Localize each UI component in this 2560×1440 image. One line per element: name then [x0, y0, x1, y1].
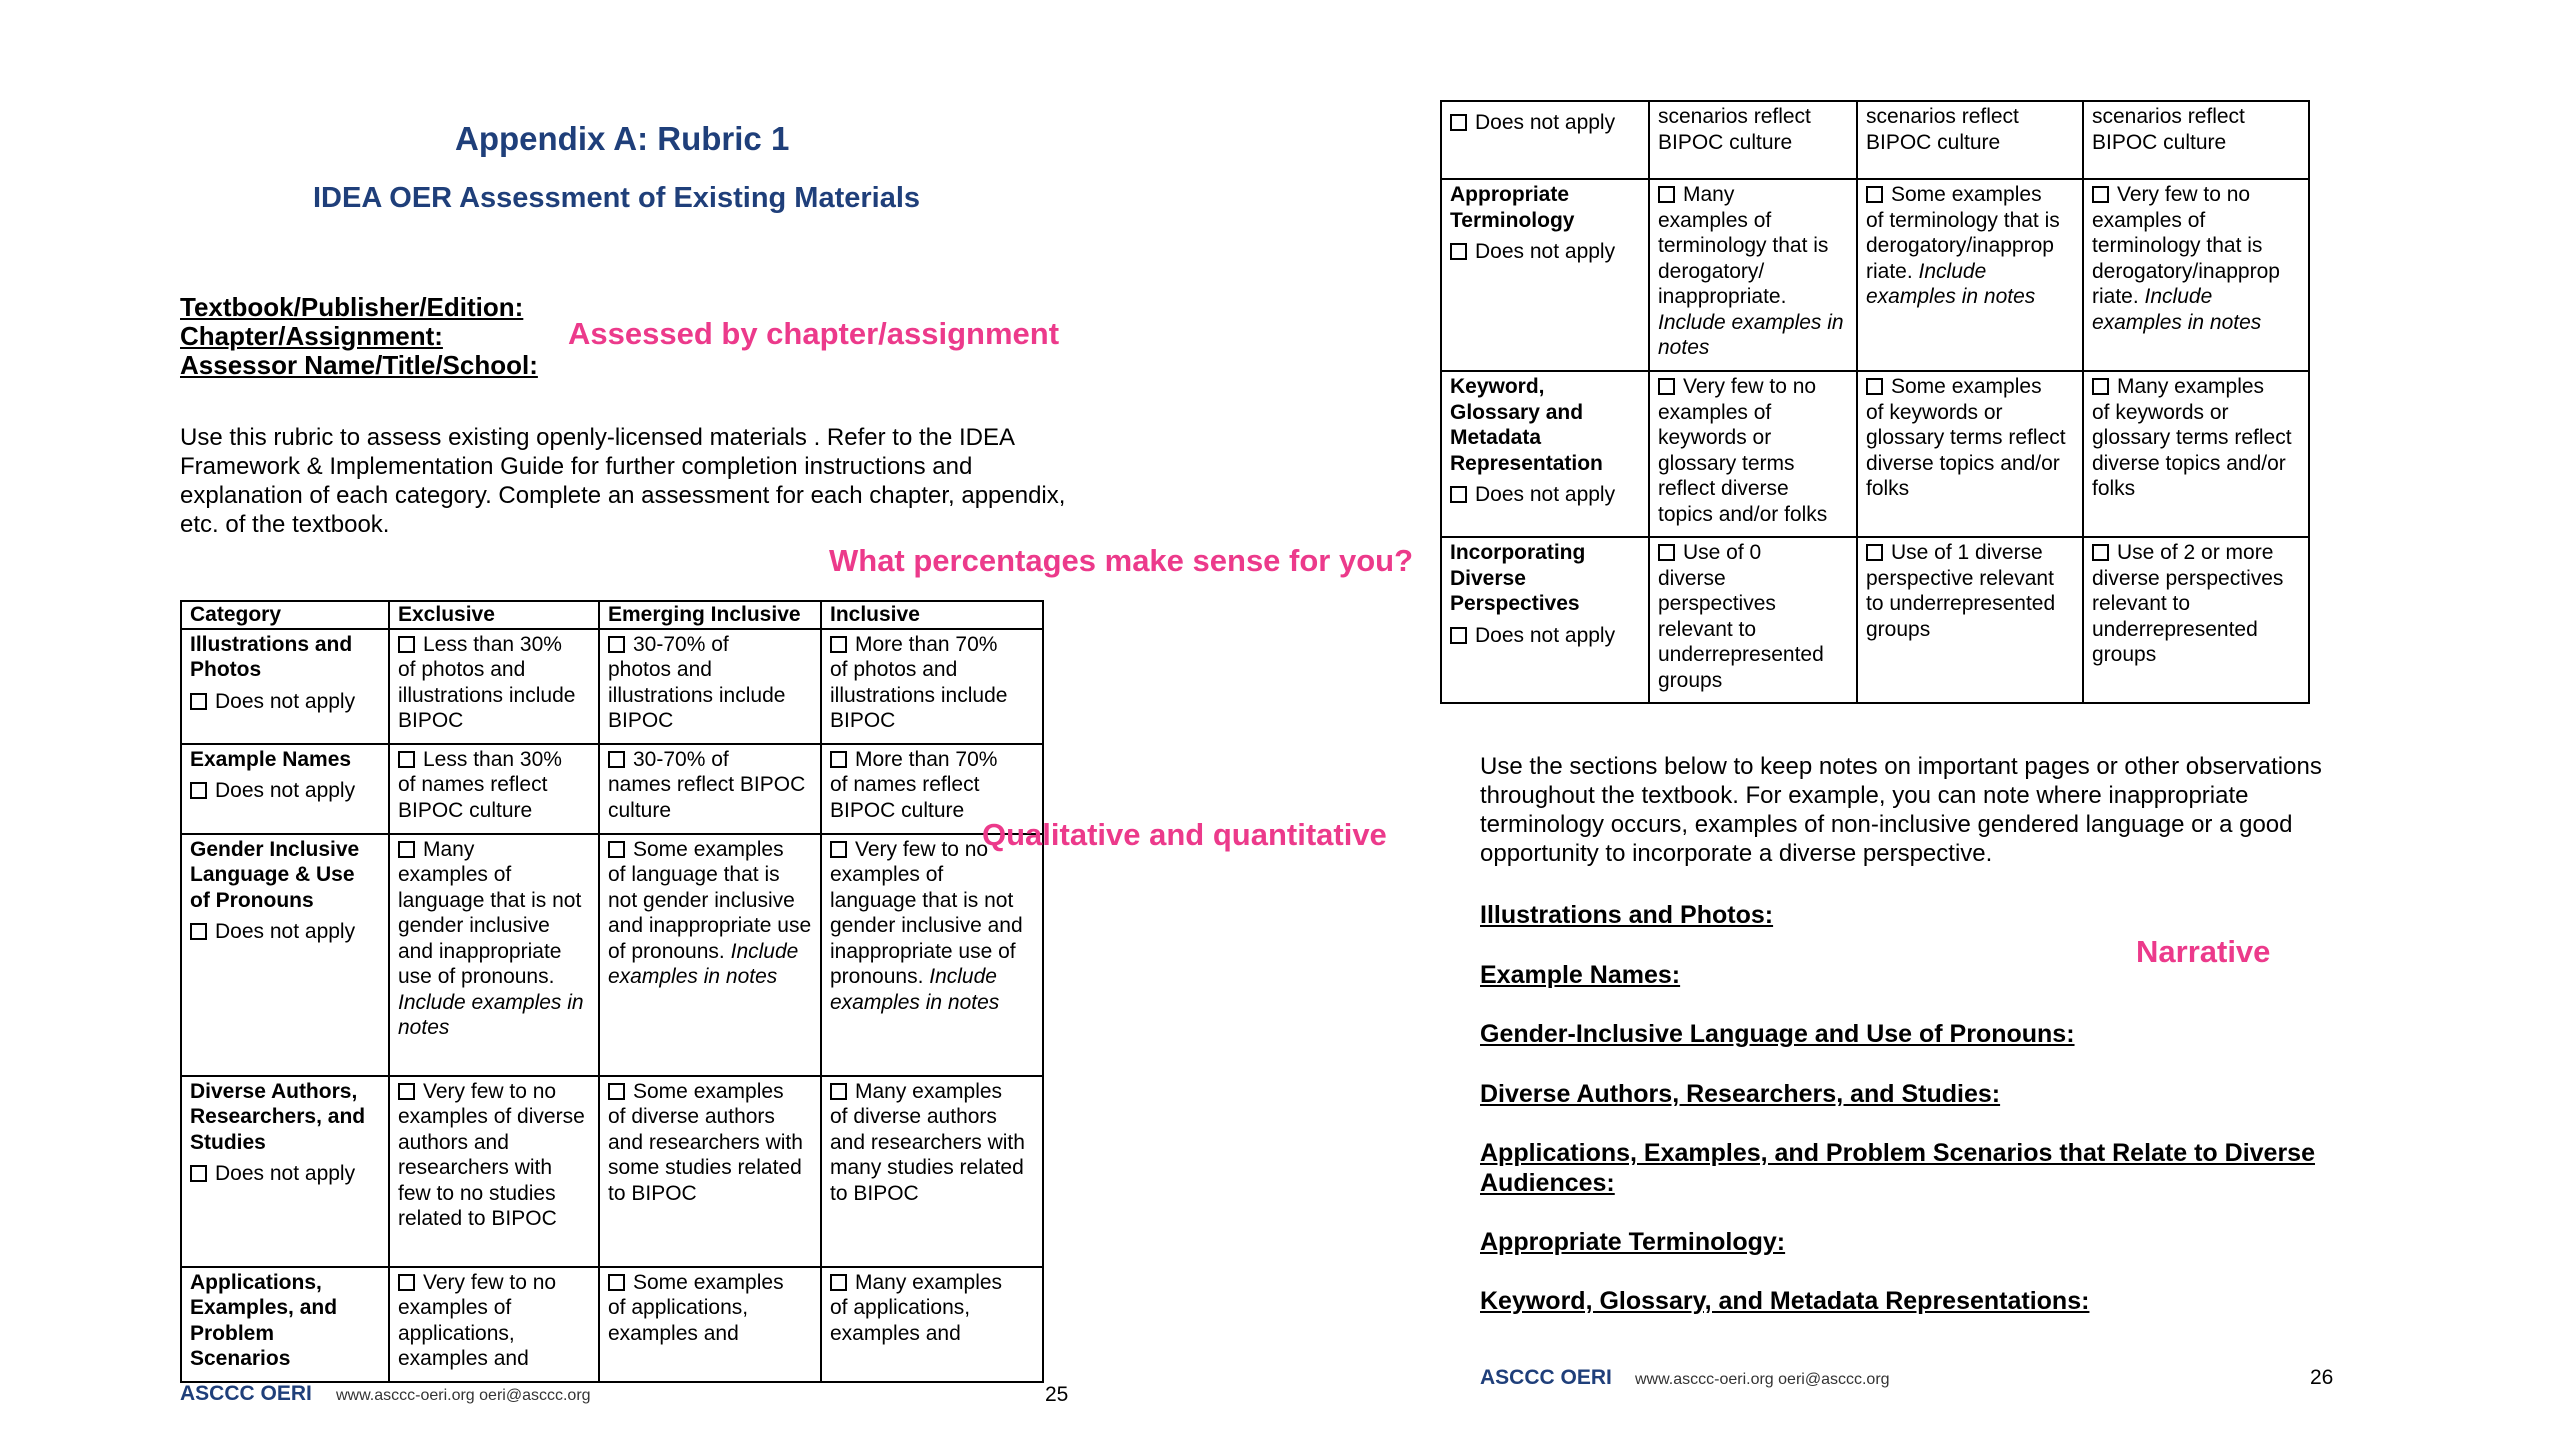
textbook-field-label: Textbook/Publisher/Edition: [180, 292, 524, 322]
notes-heading-keyword: Keyword, Glossary, and Metadata Representations: [1480, 1287, 2090, 1315]
inclusive-cell [2083, 371, 2309, 537]
annotation-percentages: What percentages make sense for you? [829, 543, 1414, 578]
option-lead: Less than 30% [423, 632, 562, 656]
does-not-apply-checkbox[interactable] [1450, 627, 1467, 644]
inclusive-checkbox[interactable] [2092, 378, 2109, 395]
does-not-apply-label: Does not apply [215, 779, 356, 802]
inclusive-checkbox[interactable] [2092, 186, 2109, 203]
option-text: of language that is not gender inclusive and inappropriate use of pronouns. [608, 863, 812, 963]
exclusive-checkbox[interactable] [398, 1274, 415, 1291]
footer-brand: ASCCC OERI [180, 1382, 312, 1405]
notes-heading-illustrations: Illustrations and Photos: [1480, 901, 1774, 929]
option-lead: Some examples [633, 1270, 784, 1294]
does-not-apply-label: Does not apply [1475, 623, 1616, 647]
does-not-apply-label: Does not apply [215, 689, 356, 713]
option-text: of keywords or glossary terms reflect diverse topics and/or folks [1866, 400, 2066, 500]
column-header-category: Category [181, 601, 389, 629]
inclusive-cell [821, 1076, 1043, 1267]
inclusive-cell: scenarios reflect BIPOC culture [2083, 101, 2309, 179]
emerging-checkbox[interactable] [1866, 544, 1883, 561]
option-lead: Use of 2 or more [2117, 541, 2274, 564]
option-lead: 30-70% of [633, 632, 729, 656]
category-name: Gender Inclusive Language & Use of Pronouns [190, 837, 360, 912]
does-not-apply-checkbox[interactable] [190, 1165, 207, 1182]
exclusive-checkbox[interactable] [398, 841, 415, 858]
category-cell [181, 834, 389, 1076]
inclusive-checkbox[interactable] [830, 1083, 847, 1100]
table-header-row [181, 601, 1043, 629]
option-lead: Very few to no [1683, 375, 1817, 398]
category-name: Incorporating Diverse Perspectives [1450, 541, 1586, 615]
page-number: 25 [1045, 1383, 1069, 1406]
category-cell [181, 629, 389, 744]
footer-brand: ASCCC OERI [1480, 1366, 1612, 1389]
does-not-apply-checkbox[interactable] [1450, 114, 1467, 131]
footer-contact: www.asccc-oeri.org oeri@asccc.org [336, 1387, 591, 1404]
exclusive-checkbox[interactable] [1658, 186, 1675, 203]
option-text: of terminology that is derogatory/inapprop riate. [1866, 208, 2060, 283]
option-text: of photos and illustrations include BIPOC [398, 658, 576, 732]
page-26 [1420, 0, 2560, 1440]
table-row [181, 629, 1043, 744]
option-lead: Some examples [633, 1079, 784, 1103]
assessor-field-label: Assessor Name/Title/School: [180, 350, 538, 380]
option-text: of diverse authors and researchers with many studies related to BIPOC [830, 1105, 1025, 1205]
emerging-cell: scenarios reflect BIPOC culture [1857, 101, 2083, 179]
option-note: Include examples in notes [1866, 259, 2036, 308]
table-row [181, 744, 1043, 834]
table-row [181, 1076, 1043, 1267]
table-row [1441, 371, 2309, 537]
inclusive-checkbox[interactable] [830, 636, 847, 653]
option-text: examples of language that is not gender inclusive and inappropriate use of pronouns. [830, 863, 1023, 988]
option-text: diverse perspectives relevant to underrepresented groups [1658, 566, 1824, 692]
annotation-narrative: Narrative [2136, 934, 2271, 969]
notes-intro-paragraph: Use the sections below to keep notes on important pages or other observations throughout the textbook. For example, you can note where inappropriate terminology occurs, examples of non-inclusive gendered language or a good opportunity to incorporate a diverse perspective. [1480, 753, 2322, 867]
emerging-checkbox[interactable] [1866, 378, 1883, 395]
emerging-cell [1857, 371, 2083, 537]
notes-heading-applications: Applications, Examples, and Problem Scenarios that Relate to Diverse Audiences: [1480, 1139, 2315, 1197]
exclusive-cell [1649, 537, 1857, 703]
category-name: Keyword, Glossary and Metadata Representation [1450, 375, 1603, 475]
option-text: examples of terminology that is derogatory/ inappropriate. [1658, 208, 1829, 308]
page-title: Appendix A: Rubric 1 [455, 120, 790, 157]
emerging-cell [599, 834, 821, 1076]
category-cell [181, 1076, 389, 1267]
option-text: of keywords or glossary terms reflect diverse topics and/or folks [2092, 400, 2292, 500]
inclusive-checkbox[interactable] [2092, 544, 2109, 561]
option-text: examples of terminology that is derogatory/inapprop riate. [2092, 208, 2280, 308]
does-not-apply-checkbox[interactable] [1450, 486, 1467, 503]
does-not-apply-checkbox[interactable] [190, 782, 207, 799]
option-lead: Some examples [1891, 375, 2042, 398]
page-subtitle: IDEA OER Assessment of Existing Materials [313, 182, 921, 214]
option-text: perspective relevant to underrepresented groups [1866, 566, 2056, 641]
category-cell [1441, 101, 1649, 179]
emerging-cell [599, 744, 821, 834]
does-not-apply-label: Does not apply [215, 920, 356, 943]
exclusive-checkbox[interactable] [398, 1083, 415, 1100]
exclusive-checkbox[interactable] [398, 751, 415, 768]
category-name: Diverse Authors, Researchers, and Studies [190, 1079, 366, 1154]
footer-contact: www.asccc-oeri.org oeri@asccc.org [1635, 1371, 1890, 1388]
option-lead: Less than 30% [423, 747, 562, 771]
option-text: examples of applications, examples and [398, 1296, 529, 1370]
does-not-apply-label: Does not apply [1475, 483, 1616, 506]
option-lead: Many examples [855, 1079, 1003, 1103]
emerging-cell [1857, 537, 2083, 703]
emerging-checkbox[interactable] [608, 636, 625, 653]
table-row [1441, 537, 2309, 703]
option-lead: More than 70% [855, 747, 998, 771]
exclusive-cell [389, 1267, 599, 1382]
category-name: Appropriate Terminology [1450, 183, 1575, 232]
emerging-checkbox[interactable] [608, 841, 625, 858]
option-lead: More than 70% [855, 632, 998, 656]
option-text: of names reflect BIPOC culture [830, 773, 980, 822]
rubric-table-left [180, 600, 1044, 1383]
option-lead: Very few to no [855, 837, 989, 861]
page-number: 26 [2310, 1366, 2334, 1389]
does-not-apply-label: Does not apply [1475, 240, 1616, 263]
option-lead: Very few to no [423, 1079, 557, 1103]
emerging-checkbox[interactable] [608, 1274, 625, 1291]
option-lead: Use of 0 [1683, 541, 1762, 564]
column-header-exclusive: Exclusive [389, 601, 599, 629]
option-text: photos and illustrations include BIPOC [608, 658, 786, 732]
emerging-cell [599, 629, 821, 744]
option-text: of photos and illustrations include BIPOC [830, 658, 1008, 732]
option-lead: 30-70% of [633, 747, 729, 771]
option-text: diverse perspectives relevant to underrepresented groups [2092, 566, 2284, 666]
category-cell [181, 1267, 389, 1382]
option-text: of names reflect BIPOC culture [398, 773, 548, 822]
exclusive-cell [389, 744, 599, 834]
does-not-apply-checkbox[interactable] [1450, 243, 1467, 260]
option-lead: Many examples [2117, 375, 2265, 398]
inclusive-checkbox[interactable] [830, 841, 847, 858]
option-text: examples of diverse authors and researchers with few to no studies related to BIPOC [398, 1105, 585, 1230]
option-note: Include examples in notes [398, 990, 584, 1039]
option-text: of applications, examples and [608, 1296, 749, 1345]
option-text: examples of language that is not gender inclusive and inappropriate use of pronouns. [398, 863, 582, 988]
notes-heading-gender: Gender-Inclusive Language and Use of Pronouns: [1480, 1020, 2075, 1048]
annotation-qualitative: Qualitative and quantitative [982, 817, 1387, 852]
option-note: Include examples in notes [608, 939, 799, 988]
notes-heading-authors: Diverse Authors, Researchers, and Studies: [1480, 1080, 2001, 1108]
inclusive-checkbox[interactable] [830, 751, 847, 768]
table-row [181, 834, 1043, 1076]
category-cell [181, 744, 389, 834]
exclusive-cell: scenarios reflect BIPOC culture [1649, 101, 1857, 179]
emerging-cell [599, 1076, 821, 1267]
emerging-checkbox[interactable] [1866, 186, 1883, 203]
exclusive-cell [389, 1076, 599, 1267]
exclusive-checkbox[interactable] [1658, 544, 1675, 561]
table-row-continuation [1441, 101, 2309, 179]
option-lead: Very few to no [423, 1270, 557, 1294]
does-not-apply-label: Does not apply [215, 1162, 356, 1185]
inclusive-checkbox[interactable] [830, 1274, 847, 1291]
does-not-apply-label: Does not apply [1475, 111, 1616, 134]
option-lead: Many [1683, 183, 1735, 206]
option-note: Include examples in notes [2092, 285, 2262, 334]
category-cell [1441, 537, 1649, 703]
emerging-checkbox[interactable] [608, 1083, 625, 1100]
table-row [1441, 179, 2309, 371]
category-name: Illustrations and Photos [190, 632, 353, 681]
notes-heading-names: Example Names: [1480, 961, 1681, 989]
column-header-emerging: Emerging Inclusive [599, 601, 821, 629]
option-lead: Some examples [633, 837, 784, 861]
option-lead: Very few to no [2117, 183, 2251, 206]
does-not-apply-checkbox[interactable] [190, 923, 207, 940]
option-lead: Use of 1 diverse [1891, 541, 2043, 564]
option-note: Include examples in notes [1658, 310, 1844, 359]
option-lead: Many [423, 837, 475, 861]
exclusive-cell [1649, 371, 1857, 537]
option-text: of diverse authors and researchers with some studies related to BIPOC [608, 1105, 803, 1205]
inclusive-cell [821, 629, 1043, 744]
option-text: examples of keywords or glossary terms reflect diverse topics and/or folks [1658, 400, 1828, 526]
exclusive-cell [389, 629, 599, 744]
option-text: of applications, examples and [830, 1296, 971, 1345]
exclusive-cell [389, 834, 599, 1076]
inclusive-cell [821, 1267, 1043, 1382]
emerging-checkbox[interactable] [608, 751, 625, 768]
option-lead: Some examples [1891, 183, 2042, 206]
table-row [181, 1267, 1043, 1382]
option-text: names reflect BIPOC culture [608, 773, 806, 822]
inclusive-cell [2083, 537, 2309, 703]
category-cell [1441, 179, 1649, 371]
exclusive-checkbox[interactable] [1658, 378, 1675, 395]
category-cell [1441, 371, 1649, 537]
category-name: Applications, Examples, and Problem Scenarios [190, 1270, 338, 1370]
notes-heading-terminology: Appropriate Terminology: [1480, 1228, 1786, 1256]
exclusive-cell [1649, 179, 1857, 371]
option-lead: Many examples [855, 1270, 1003, 1294]
emerging-cell [599, 1267, 821, 1382]
exclusive-checkbox[interactable] [398, 636, 415, 653]
category-name: Example Names [190, 747, 352, 771]
rubric-table-right [1440, 100, 2310, 704]
chapter-field-label: Chapter/Assignment: [180, 321, 443, 351]
option-note: Include examples in notes [830, 965, 1000, 1014]
annotation-assessed-by: Assessed by chapter/assignment [568, 316, 1060, 351]
intro-paragraph: Use this rubric to assess existing openly-licensed materials . Refer to the IDEA Framework & Implementation Guide for further completion instructions and explanation of each category. Complete an assessment for each chapter, appendix, etc. of the textbook. [180, 424, 1066, 538]
emerging-cell [1857, 179, 2083, 371]
column-header-inclusive: Inclusive [821, 601, 1043, 629]
inclusive-cell [2083, 179, 2309, 371]
inclusive-cell [821, 834, 1043, 1076]
does-not-apply-checkbox[interactable] [190, 693, 207, 710]
